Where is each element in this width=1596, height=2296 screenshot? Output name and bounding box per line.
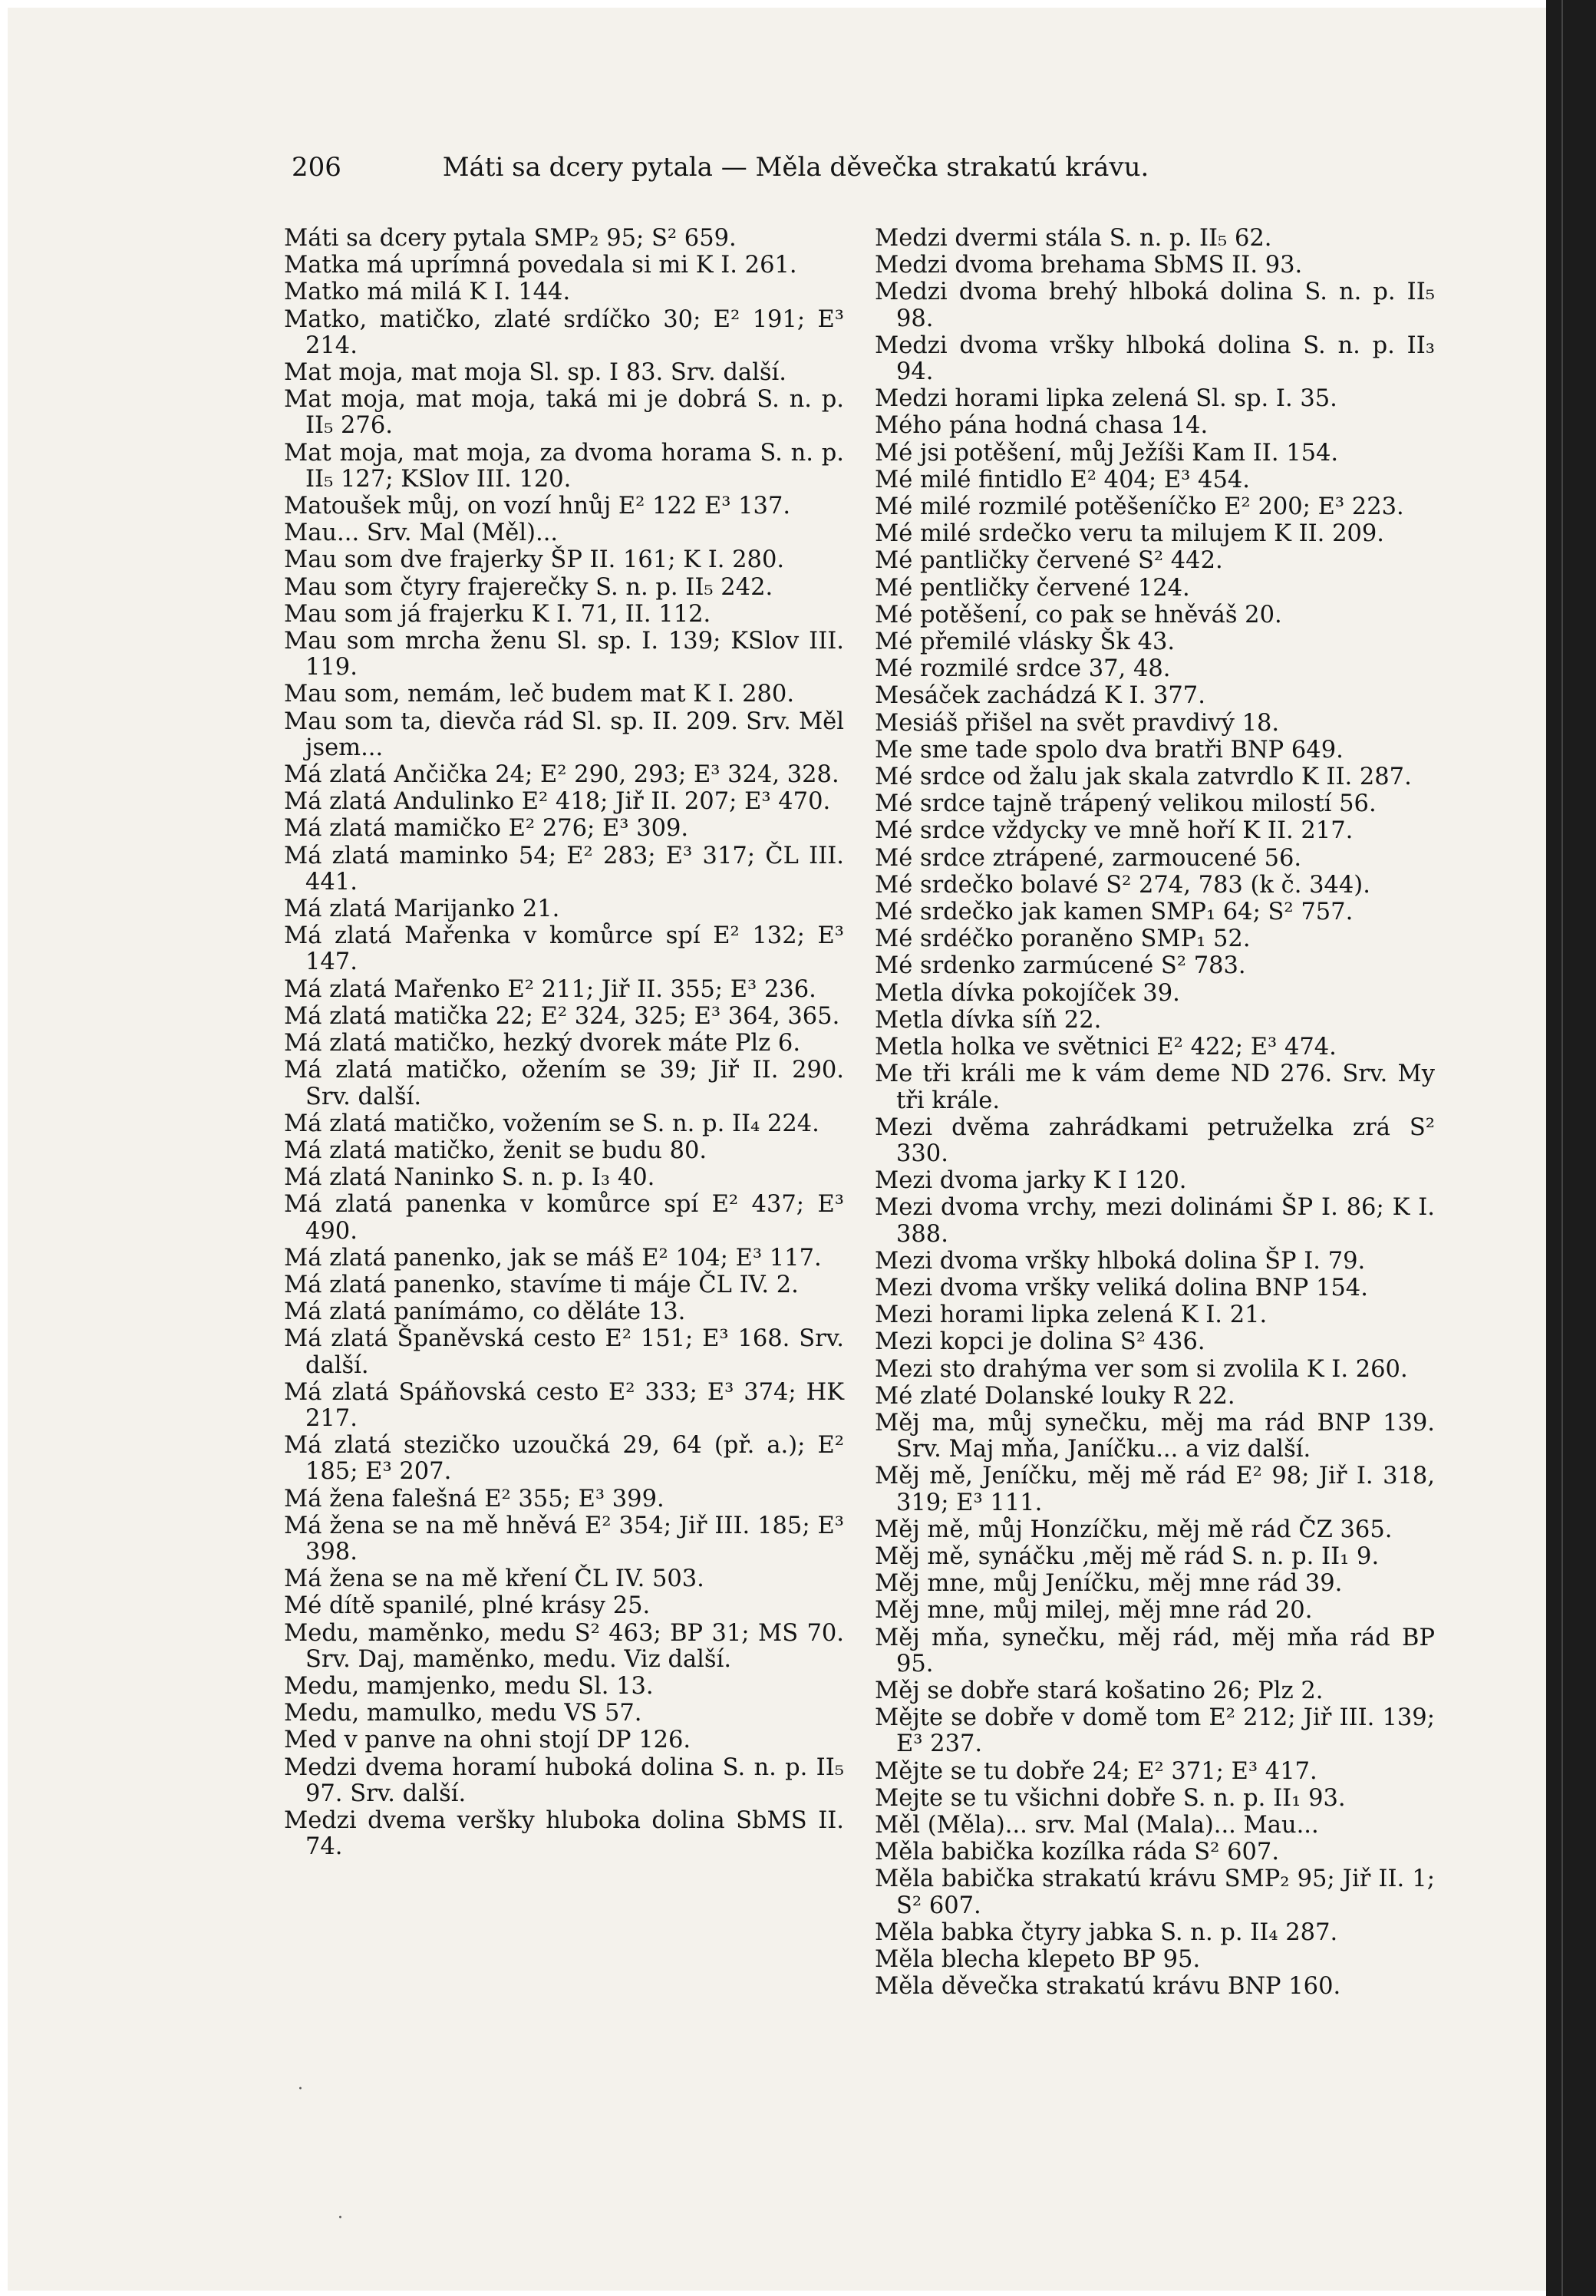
index-entry: Mezi dvěma zahrádkami petruželka zrá S² 330.: [875, 1113, 1435, 1167]
index-entry: Má zlatá panímámo, co děláte 13.: [284, 1298, 686, 1326]
index-entry: Měla babka čtyry jabka S. n. p. II₄ 287.: [875, 1918, 1338, 1946]
index-entry: Matko má milá K I. 144.: [284, 279, 571, 306]
index-entry: Mé milé rozmilé potěšeníčko E² 200; E³ 223.: [875, 493, 1404, 521]
index-entry: Mé srdečko bolavé S² 274, 783 (k č. 344).: [875, 871, 1370, 899]
index-entry: Medzi dvema veršky hluboka dolina SbMS II. 74.: [284, 1806, 844, 1861]
index-entry: Měj se dobře stará košatino 26; Plz 2.: [875, 1677, 1324, 1704]
running-header: [285, 144, 1260, 190]
index-entry: Má zlatá panenko, jak se máš E² 104; E³ 117.: [284, 1244, 822, 1272]
index-entry: Měj mě, synáčku ,měj mě rád S. n. p. II₁ 9.: [875, 1542, 1380, 1570]
index-entry: Má žena se na mě kření ČL IV. 503.: [284, 1565, 704, 1593]
index-entry: Má zlatá matičko, hezký dvorek máte Plz 6.: [284, 1030, 801, 1057]
index-entry: Medzi dvoma brehý hlboká dolina S. n. p. II₅ 98.: [875, 279, 1435, 332]
index-entry: Mé jsi potěšení, můj Ježíši Kam II. 154.: [875, 439, 1339, 467]
index-entry: Mezi sto drahýma ver som si zvolila K I. 260.: [875, 1355, 1408, 1383]
index-entry: Mé pentličky červené 124.: [875, 574, 1190, 602]
left-column: [284, 226, 844, 1861]
index-entry: Mau som ta, dievča rád Sl. sp. II. 209. Srv. Měl jsem...: [284, 708, 844, 761]
index-entry: Mau som mrcha ženu Sl. sp. I. 139; KSlov III. 119.: [284, 628, 844, 681]
index-entry: Mezi dvoma vrchy, mezi dolinámi ŠP I. 86; K I. 388.: [875, 1194, 1435, 1248]
index-entry: Měla babička strakatú krávu SMP₂ 95; Jiř II. 1; S² 607.: [875, 1866, 1435, 1919]
index-entry: Mezi dvoma vršky veliká dolina BNP 154.: [875, 1274, 1368, 1301]
index-entry: Mé srdce vždycky ve mně hoří K II. 217.: [875, 817, 1354, 845]
index-entry: Mé milé srdečko veru ta milujem K II. 209.: [875, 520, 1384, 548]
index-entry: Medu, mamulko, medu VS 57.: [284, 1700, 642, 1727]
index-entry: Měj mě, můj Honzíčku, měj mě rád ČZ 365.: [875, 1516, 1393, 1543]
index-entry: Mé srdenko zarmúcené S² 783.: [875, 952, 1246, 980]
index-entry: Má zlatá Mařenka v komůrce spí E² 132; E³ 147.: [284, 922, 844, 976]
index-entry: Měla děvečka strakatú krávu BNP 160.: [875, 1973, 1341, 2001]
index-entry: Metla dívka pokojíček 39.: [875, 979, 1180, 1007]
index-entry: Má zlatá mamičko E² 276; E³ 309.: [284, 815, 689, 843]
index-entry: Mé srdce tajně trápený velikou milostí 56.: [875, 790, 1377, 818]
page-number: 206: [292, 152, 341, 183]
index-entry: Má zlatá Marijanko 21.: [284, 896, 560, 923]
index-entry: Medzi dvema horamí huboká dolina S. n. p. II₅ 97. Srv. další.: [284, 1753, 844, 1807]
index-entry: Mau som já frajerku K I. 71, II. 112.: [284, 600, 711, 628]
index-entry: Mau som dve frajerky ŠP II. 161; K I. 280.: [284, 546, 785, 574]
index-entry: Medzi dvoma brehama SbMS II. 93.: [875, 252, 1303, 279]
index-entry: Matoušek můj, on vozí hnůj E² 122 E³ 137.: [284, 493, 791, 520]
index-entry: Mé dítě spanilé, plné krásy 25.: [284, 1592, 651, 1620]
index-entry: Měj mne, můj milej, měj mne rád 20.: [875, 1597, 1313, 1625]
index-entry: Má zlatá Naninko S. n. p. I₃ 40.: [284, 1164, 655, 1192]
index-entry: Mé potěšení, co pak se hněváš 20.: [875, 601, 1282, 628]
index-entry: Měj mňa, synečku, měj rád, měj mňa rád BP 95.: [875, 1624, 1435, 1677]
index-entry: Má zlatá panenko, stavíme ti máje ČL IV. 2.: [284, 1271, 799, 1298]
index-entry: Má zlatá Andulinko E² 418; Jiř II. 207; E³ 470.: [284, 788, 831, 816]
index-entry: Matka má uprímná povedala si mi K I. 261.: [284, 252, 797, 279]
index-entry: Medzi horami lipka zelená Sl. sp. I. 35.: [875, 385, 1337, 413]
index-entry: Má zlatá panenka v komůrce spí E² 437; E³ 490.: [284, 1191, 844, 1245]
index-entry: Mesiáš přišel na svět pravdivý 18.: [875, 709, 1280, 737]
index-entry: Mějte se tu dobře 24; E² 371; E³ 417.: [875, 1757, 1317, 1785]
index-entry: Měj mě, Jeníčku, měj mě rád E² 98; Jiř I. 318, 319; E³ 111.: [875, 1463, 1435, 1516]
index-entry: Medzi dvermi stála S. n. p. II₅ 62.: [875, 225, 1272, 252]
index-entry: Mezi kopci je dolina S² 436.: [875, 1328, 1205, 1356]
index-entry: Mezi dvoma jarky K I 120.: [875, 1167, 1187, 1195]
index-entry: Mat moja, mat moja Sl. sp. I 83. Srv. další.: [284, 359, 786, 387]
index-entry: Mého pána hodná chasa 14.: [875, 412, 1209, 440]
index-entry: Medu, mamjenko, medu Sl. 13.: [284, 1672, 654, 1700]
index-entry: Má zlatá Ančička 24; E² 290, 293; E³ 324, 328.: [284, 761, 839, 789]
index-entry: Med v panve na ohni stojí DP 126.: [284, 1727, 691, 1754]
index-entry: Mezi dvoma vršky hlboká dolina ŠP I. 79.: [875, 1247, 1366, 1275]
index-entry: Mé zlaté Dolanské louky R 22.: [875, 1382, 1235, 1410]
index-entry: Měla blecha klepeto BP 95.: [875, 1946, 1201, 1973]
scan-speck: ·: [338, 2209, 343, 2228]
index-entry: Má zlatá Spáňovská cesto E² 333; E³ 374; HK 217.: [284, 1378, 844, 1432]
index-entry: Má zlatá Španěvská cesto E² 151; E³ 168. Srv. další.: [284, 1325, 844, 1379]
index-entry: Metla dívka síň 22.: [875, 1006, 1102, 1034]
index-entry: Mau som, nemám, leč budem mat K I. 280.: [284, 681, 795, 708]
scan-edge: [1546, 0, 1596, 2296]
index-entry: Mé pantličky červené S² 442.: [875, 547, 1223, 575]
index-entry: Mé milé fintidlo E² 404; E³ 454.: [875, 466, 1250, 493]
index-entry: Měj mne, můj Jeníčku, měj mne rád 39.: [875, 1570, 1343, 1598]
index-entry: Mějte se dobře v domě tom E² 212; Jiř III. 139; E³ 237.: [875, 1704, 1435, 1758]
index-entry: Me tři králi me k vám deme ND 276. Srv. My tři krále.: [875, 1061, 1435, 1114]
index-entry: Má zlatá maminko 54; E² 283; E³ 317; ČL III. 441.: [284, 842, 844, 896]
index-entry: Mé srdéčko poraněno SMP₁ 52.: [875, 925, 1251, 953]
index-entry: Medu, maměnko, medu S² 463; BP 31; MS 70. Srv. Daj, maměnko, medu. Viz další.: [284, 1619, 844, 1673]
index-entry: Mé srdce ztrápené, zarmoucené 56.: [875, 844, 1302, 872]
index-entry: Matko, matičko, zlaté srdíčko 30; E² 191; E³ 214.: [284, 305, 844, 359]
index-entry: Má zlatá Mařenko E² 211; Jiř II. 355; E³ 236.: [284, 975, 816, 1003]
index-entry: Má zlatá stezičko uzoučká 29, 64 (př. a.); E² 185; E³ 207.: [284, 1432, 844, 1486]
scan-speck: ·: [298, 2080, 303, 2099]
index-entry: Mejte se tu všichni dobře S. n. p. II₁ 93.: [875, 1784, 1346, 1812]
index-entry: Mau som čtyry frajerečky S. n. p. II₅ 242.: [284, 573, 773, 601]
index-entry: Měl (Měla)... srv. Mal (Mala)... Mau...: [875, 1811, 1319, 1839]
index-entry: Mau... Srv. Mal (Měl)...: [284, 520, 559, 547]
index-entry: Mé přemilé vlásky Šk 43.: [875, 628, 1176, 656]
index-entry: Medzi dvoma vršky hlboká dolina S. n. p. II₃ 94.: [875, 332, 1435, 386]
index-entry: Měla babička kozílka ráda S² 607.: [875, 1839, 1280, 1866]
index-entry: Mé srdečko jak kamen SMP₁ 64; S² 757.: [875, 899, 1354, 926]
index-entry: Má zlatá matičko, ženit se budu 80.: [284, 1136, 707, 1164]
index-entry: Má zlatá matičko, vožením se S. n. p. II₄ 224.: [284, 1110, 819, 1137]
index-entry: Má zlatá matička 22; E² 324, 325; E³ 364, 365.: [284, 1002, 840, 1030]
index-entry: Měj ma, můj synečku, měj ma rád BNP 139. Srv. Maj mňa, Janíčku... a viz další.: [875, 1409, 1435, 1463]
index-entry: Mat moja, mat moja, taká mi je dobrá S. n. p. II₅ 276.: [284, 386, 844, 440]
index-entry: Mat moja, mat moja, za dvoma horama S. n. p. II₅ 127; KSlov III. 120.: [284, 439, 844, 493]
index-entry: Mezi horami lipka zelená K I. 21.: [875, 1301, 1268, 1329]
index-entry: Me sme tade spolo dva bratři BNP 649.: [875, 736, 1344, 764]
index-entry: Má zlatá matičko, ožením se 39; Jiř II. 290. Srv. další.: [284, 1057, 844, 1110]
scan-edge-line: [1561, 0, 1563, 2296]
right-column: [875, 226, 1435, 2001]
index-entry: Mé srdce od žalu jak skala zatvrdlo K II. 287.: [875, 764, 1412, 791]
running-title: Máti sa dcery pytala — Měla děvečka strakatú krávu.: [442, 152, 1149, 183]
index-entry: Mesáček zachádzá K I. 377.: [875, 682, 1205, 710]
index-entry: Máti sa dcery pytala SMP₂ 95; S² 659.: [284, 225, 737, 252]
index-entry: Má žena se na mě hněvá E² 354; Jiř III. 185; E³ 398.: [284, 1512, 844, 1565]
index-entry: Mé rozmilé srdce 37, 48.: [875, 655, 1171, 683]
index-entry: Metla holka ve světnici E² 422; E³ 474.: [875, 1034, 1337, 1061]
index-entry: Má žena falešná E² 355; E³ 399.: [284, 1485, 664, 1513]
